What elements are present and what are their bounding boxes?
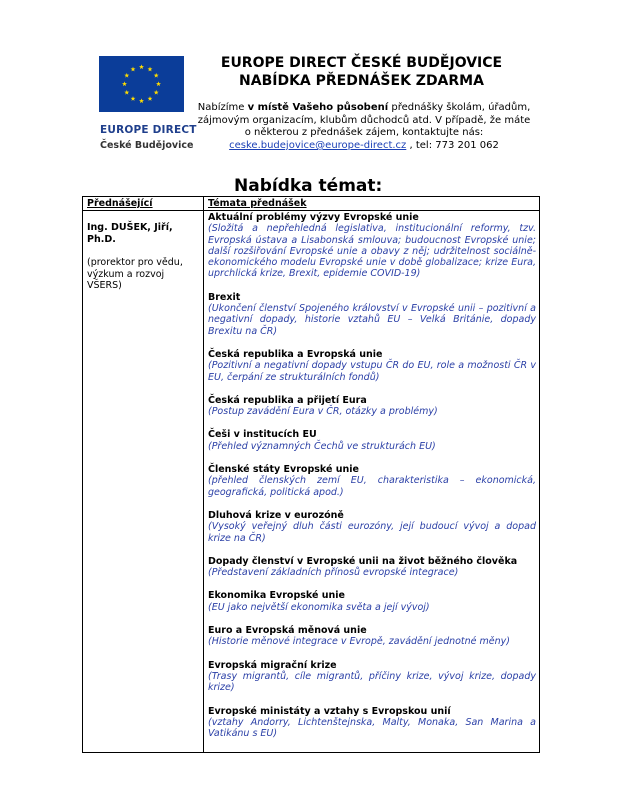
page-title-line2: NABÍDKA PŘEDNÁŠEK ZDARMA [239, 73, 484, 89]
topic-title: Členské státy Evropské unie [208, 464, 359, 476]
topic-item [208, 349, 536, 383]
topic-description: (Přehled významných Čechů ve strukturách EU) [208, 440, 436, 452]
intro-bold: v místě Vašeho působení [247, 102, 389, 113]
topic-title: Česká republika a přijetí Eura [208, 394, 367, 406]
lecturer-role: (prorektor pro vědu, výzkum a rozvoj VŠERS) [87, 257, 183, 291]
col-header-topics: Témata přednášek [208, 198, 307, 209]
topic-description: (Pozitivní a negativní dopady vstupu ČR do EU, role a možnosti ČR v EU, čerpání ze strukturálních fondů) [208, 360, 536, 383]
topic-item [208, 706, 536, 740]
topic-description: (přehled členských zemí EU, charakteristika – ekonomická, geografická, politická apod.) [208, 475, 536, 498]
topic-description: (EU jako největší ekonomika světa a její vývoj) [208, 601, 430, 613]
topic-item [208, 556, 536, 579]
topic-title: Evropská migrační krize [208, 659, 337, 671]
topic-title: Euro a Evropská měnová unie [208, 625, 367, 637]
topic-description: (vztahy Andorry, Lichtenštejnska, Malty, Monaka, San Marina a Vatikánu s EU) [208, 716, 536, 740]
topic-item [208, 395, 536, 418]
lecturer-name: Ing. DUŠEK, Jiří, Ph.D. [87, 222, 173, 245]
topic-item [208, 464, 536, 498]
topic-item [208, 510, 536, 544]
header-divider [83, 210, 539, 211]
topic-title: Dluhová krize v eurozóně [208, 509, 344, 521]
topic-title: Česká republika a Evropská unie [208, 348, 383, 360]
topic-item [208, 625, 536, 648]
lecturer-cell [87, 222, 199, 292]
topics-cell [208, 212, 536, 751]
topic-title: Ekonomika Evropské unie [208, 590, 345, 602]
intro-text [196, 102, 532, 140]
topic-description: (Postup zavádění Eura v ČR, otázky a problémy) [208, 406, 438, 418]
intro-pre: Nabízíme [197, 102, 248, 113]
topic-description: (Složitá a nepřehledná legislativa, institucionální reformy, tzv. Evropská ústava a Lisabonská smlouva; budoucnost Evropské unie; další rozšiřování Evropské unie a obavy z něj; udržitelnost sociálně-ekonomického modelu Evropské unie v době globalizace; krize Eura, uprchlická krize, Brexit, epidemie COVID-19) [208, 223, 536, 280]
intro-post: přednášky školám, úřadům, zájmovým organizacím, klubům důchodců atd. V případě, že máte o některou z přednášek zájem, kontaktujte nás: [197, 102, 531, 138]
column-divider [203, 197, 204, 752]
eu-flag-logo [99, 56, 184, 112]
topic-item [208, 660, 536, 694]
topic-item [208, 429, 536, 452]
topic-description: (Vysoký veřejný dluh části eurozóny, její budoucí vývoj a dopad krize na ČR) [208, 521, 536, 544]
phone-text: , tel: 773 201 062 [406, 140, 499, 151]
topic-item [208, 212, 536, 280]
topic-description: (Historie měnové integrace v Evropě, zavádění jednotné měny) [208, 636, 510, 648]
section-title: Nabídka témat: [234, 176, 383, 196]
topic-item [208, 292, 536, 337]
eu-stars-icon [99, 56, 184, 112]
topic-title: Češi v institucích EU [208, 429, 317, 441]
topic-title: Dopady členství v Evropské unii na život běžného člověka [208, 555, 518, 567]
topic-title: Aktuální problémy výzvy Evropské unie [208, 212, 419, 223]
topic-description: (Ukončení členství Spojeného království v Evropské unii – pozitivní a negativní dopady, historie vztahů EU – Velká Británie, dopady Brexitu na ČR) [208, 303, 536, 337]
page-title-line1: EUROPE DIRECT ČESKÉ BUDĚJOVICE [220, 55, 503, 71]
logo-city: České Budějovice [100, 140, 194, 151]
topic-title: Evropské ministáty a vztahy s Evropskou unií [208, 705, 451, 717]
logo-brand: EUROPE DIRECT [100, 124, 197, 136]
topic-title: Brexit [208, 291, 241, 303]
col-header-lecturer: Přednášející [87, 198, 153, 209]
topic-description: (Trasy migrantů, cíle migrantů, příčiny krize, vývoj krize, dopady krize) [208, 670, 536, 694]
topic-item [208, 590, 536, 613]
contact-line [196, 140, 532, 153]
email-link[interactable]: ceske.budejovice@europe-direct.cz [229, 140, 407, 151]
topic-description: (Představení základních přínosů evropské integrace) [208, 567, 459, 579]
lectures-table [82, 196, 540, 753]
